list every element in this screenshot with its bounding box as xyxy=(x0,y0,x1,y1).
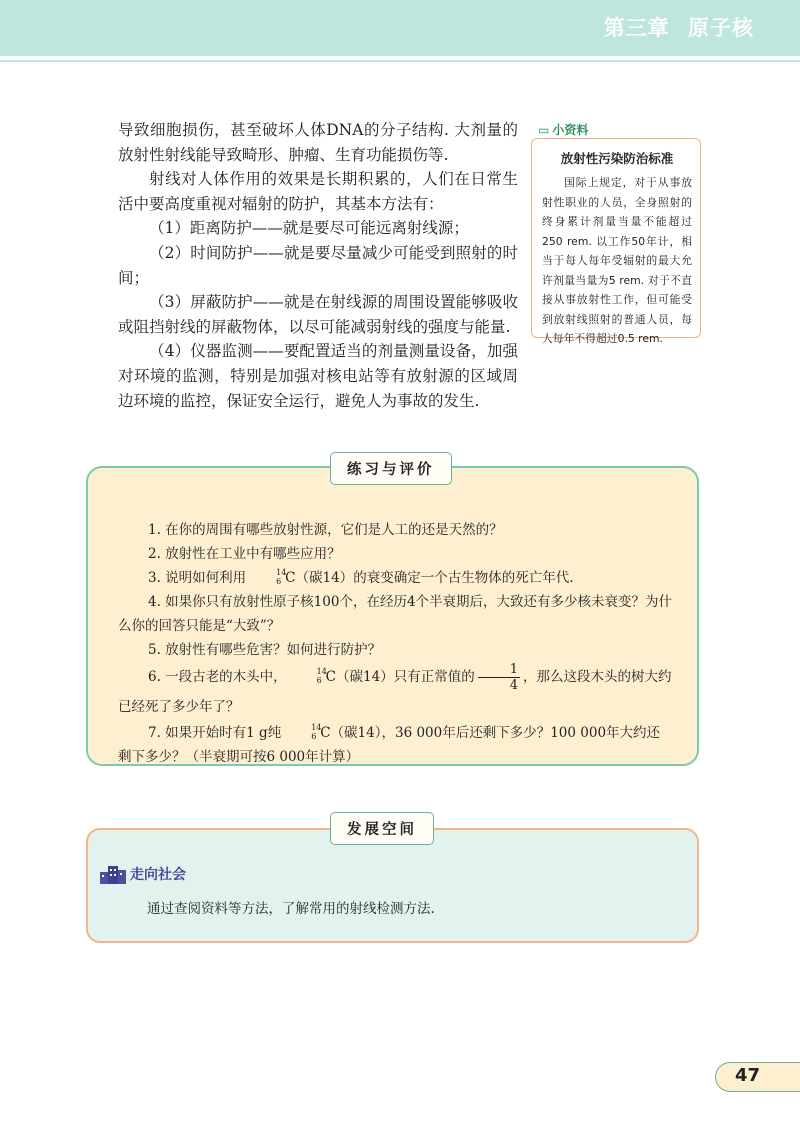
exercise-panel-title: 练习与评价 xyxy=(330,452,452,485)
sidebar-label-text: 小资料 xyxy=(552,123,589,137)
exercise-item: 3. 说明如何利用 14 6 C（碳14）的衰变确定一个古生物体的死亡年代. xyxy=(118,566,673,590)
page-number: 47 xyxy=(735,1065,761,1086)
carbon-14-notation: 14 6 C xyxy=(316,667,337,685)
method-2: （2）时间防护——就是要尽量减少可能受到照射的时间； xyxy=(118,243,518,287)
sidebar-label xyxy=(538,121,588,138)
method-1: （1）距离防护——就是要尽可能远离射线源； xyxy=(149,219,469,238)
chapter-number: 第三章 xyxy=(603,16,670,40)
exercise-list xyxy=(118,518,673,769)
notebook-icon: ▭ xyxy=(538,123,550,137)
exercise-item: 4. 如果你只有放射性原子核100个，在经历4个半衰期后，大致还有多少核未衰变？为什么你的回答只能是“大致”？ xyxy=(118,594,673,634)
exercise-item: 7. 如果开始时有1 g纯 14 6 C（碳14），36 000年后还剩下多少？100 000年大约还剩下多少？（半衰期可按6 000年计算） xyxy=(118,723,661,765)
development-panel-title: 发展空间 xyxy=(330,812,434,845)
paragraph-1: 导致细胞损伤，甚至破坏人体DNA的分子结构. 大剂量的放射性射线能导致畸形、肿瘤、生育功能损伤等. xyxy=(118,121,518,164)
exercise-item: 2. 放射性在工业中有哪些应用？ xyxy=(148,546,341,562)
development-panel xyxy=(86,828,699,943)
fraction-one-quarter: $\frac{1}{4}$ xyxy=(478,662,520,693)
building-icon xyxy=(100,864,126,888)
main-body-text xyxy=(118,118,518,413)
method-3: （3）屏蔽防护——就是在射线源的周围设置能够吸收或阻挡射线的屏蔽物体，以尽可能减弱射线的强度与能量. xyxy=(118,293,518,336)
sidebar-title: 放射性污染防治标准 xyxy=(560,151,674,166)
exercise-item: 5. 放射性有哪些危害？如何进行防护？ xyxy=(148,642,382,658)
chapter-title xyxy=(604,12,754,42)
header-divider xyxy=(0,60,800,62)
sidebar-text: 国际上规定，对于从事放射性职业的人员，全身照射的终身累计剂量当量不能超过250 rem. 以工作50年计，相当于每人每年受辐射的最大允许剂量当量为5 rem. 对于不直接从事放射性工作，但可能受到放射线照射的普通人员，每人每年不得超过0.5 rem. xyxy=(542,176,692,345)
exercise-item: 1. 在你的周围有哪些放射性源，它们是人工的还是天然的？ xyxy=(148,522,503,538)
section-label-society: 走向社会 xyxy=(130,867,186,883)
sidebar-box xyxy=(531,138,701,345)
carbon-14-notation: 14 6 C xyxy=(276,568,296,586)
chapter-name: 原子核 xyxy=(688,16,754,40)
carbon-14-notation: 14 6 C xyxy=(311,723,331,741)
method-4: （4）仪器监测——要配置适当的剂量测量设备，加强对环境的监测，特别是加强对核电站等有放射源的区域周边环境的监控，保证安全运行，避免人为事故的发生. xyxy=(118,342,518,410)
development-text: 通过查阅资料等方法，了解常用的射线检测方法. xyxy=(147,901,435,917)
paragraph-2: 射线对人体作用的效果是长期积累的，人们在日常生活中要高度重视对辐射的防护，其基本方法有： xyxy=(118,170,518,213)
exercise-item: 6. 一段古老的木头中， 14 6 C（碳14）只有正常值的 $\frac{1}{4}$ ，那么这段木头的树大约已经死了多少年了？ xyxy=(118,662,672,715)
